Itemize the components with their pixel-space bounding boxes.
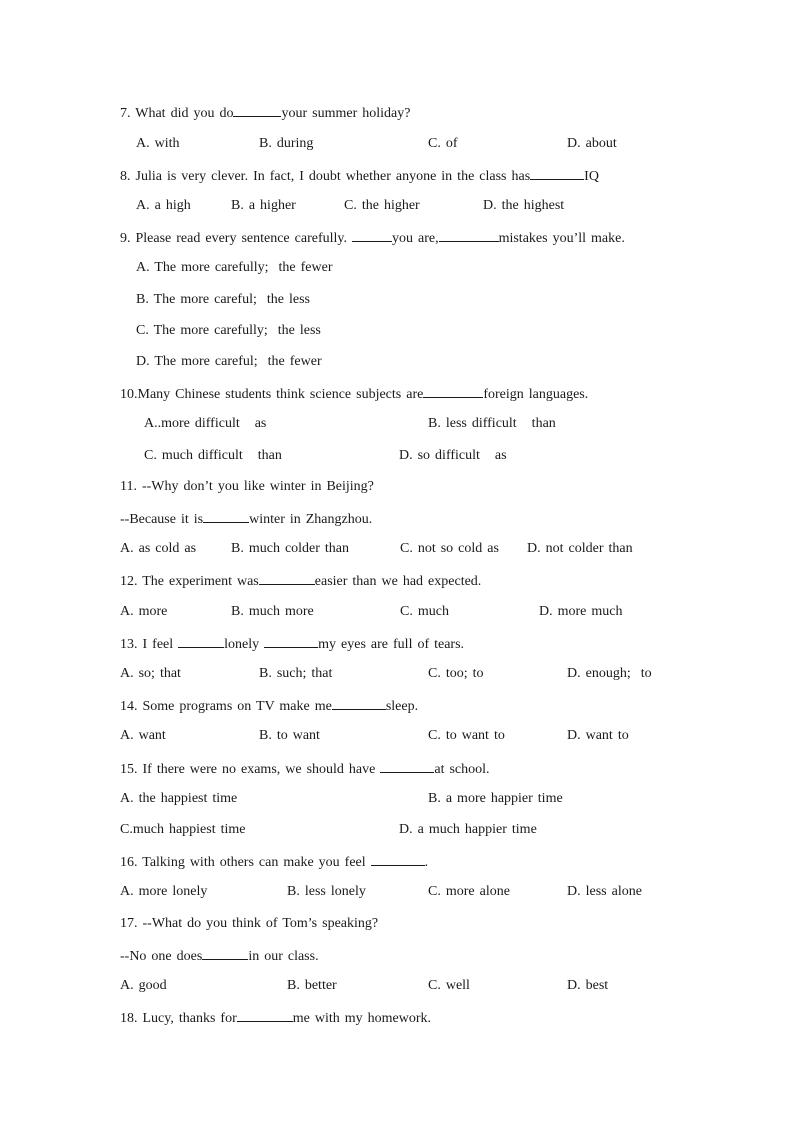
question-15-stem: 15. If there were no exams, we should have at school.: [120, 762, 490, 777]
question-16-option-c[interactable]: C. more alone: [428, 884, 510, 899]
answer-blank[interactable]: [380, 760, 434, 773]
question-7-option-d[interactable]: D. about: [567, 136, 617, 151]
question-7-option-c[interactable]: C. of: [428, 136, 458, 151]
answer-blank[interactable]: [264, 635, 318, 648]
question-10-option-b[interactable]: B. less difficult than: [428, 416, 556, 431]
question-17-response: --No one does in our class.: [120, 949, 319, 964]
question-7-stem: 7. What did you do your summer holiday?: [120, 106, 411, 121]
question-13-option-b[interactable]: B. such; that: [259, 666, 333, 681]
question-16-option-b[interactable]: B. less lonely: [287, 884, 366, 899]
question-10-option-d[interactable]: D. so difficult as: [399, 448, 507, 463]
question-7-option-b[interactable]: B. during: [259, 136, 314, 151]
answer-blank[interactable]: [332, 697, 386, 710]
question-11-option-a[interactable]: A. as cold as: [120, 541, 197, 556]
answer-blank[interactable]: [423, 385, 483, 398]
question-9-option-a[interactable]: A. The more carefully; the fewer: [136, 260, 333, 275]
question-10-option-c[interactable]: C. much difficult than: [144, 448, 282, 463]
answer-blank[interactable]: [352, 229, 392, 242]
question-9-option-b[interactable]: B. The more careful; the less: [136, 292, 310, 307]
question-14-stem: 14. Some programs on TV make me sleep.: [120, 699, 419, 714]
question-14-option-c[interactable]: C. to want to: [428, 728, 505, 743]
question-13-option-d[interactable]: D. enough; to: [567, 666, 652, 681]
question-12-stem: 12. The experiment was easier than we had expected.: [120, 574, 482, 589]
question-13-option-a[interactable]: A. so; that: [120, 666, 181, 681]
question-8-option-b[interactable]: B. a higher: [231, 198, 296, 213]
question-12-option-b[interactable]: B. much more: [231, 604, 314, 619]
question-11-option-c[interactable]: C. not so cold as: [400, 541, 499, 556]
answer-blank[interactable]: [178, 635, 224, 648]
question-11-option-d[interactable]: D. not colder than: [527, 541, 633, 556]
question-15-option-b[interactable]: B. a more happier time: [428, 791, 563, 806]
question-12-option-a[interactable]: A. more: [120, 604, 168, 619]
question-14-option-a[interactable]: A. want: [120, 728, 166, 743]
question-15-option-a[interactable]: A. the happiest time: [120, 791, 238, 806]
question-15-option-c[interactable]: C.much happiest time: [120, 822, 246, 837]
question-17-option-b[interactable]: B. better: [287, 978, 337, 993]
answer-blank[interactable]: [530, 167, 584, 180]
question-17-option-d[interactable]: D. best: [567, 978, 609, 993]
answer-blank[interactable]: [439, 229, 499, 242]
question-17-option-c[interactable]: C. well: [428, 978, 470, 993]
question-11-stem: 11. --Why don’t you like winter in Beijing?: [120, 479, 374, 494]
answer-blank[interactable]: [233, 104, 281, 117]
question-8-option-d[interactable]: D. the highest: [483, 198, 565, 213]
question-18-stem: 18. Lucy, thanks for me with my homework.: [120, 1011, 431, 1026]
question-12-option-d[interactable]: D. more much: [539, 604, 623, 619]
question-13-option-c[interactable]: C. too; to: [428, 666, 484, 681]
question-16-stem: 16. Talking with others can make you feel .: [120, 855, 429, 870]
answer-blank[interactable]: [203, 510, 249, 523]
question-17-stem: 17. --What do you think of Tom’s speaking?: [120, 916, 379, 931]
question-14-option-b[interactable]: B. to want: [259, 728, 320, 743]
question-14-option-d[interactable]: D. want to: [567, 728, 629, 743]
question-7-option-a[interactable]: A. with: [136, 136, 180, 151]
question-16-option-a[interactable]: A. more lonely: [120, 884, 208, 899]
question-11-option-b[interactable]: B. much colder than: [231, 541, 350, 556]
answer-blank[interactable]: [259, 572, 315, 585]
question-8-option-a[interactable]: A. a high: [136, 198, 191, 213]
question-16-option-d[interactable]: D. less alone: [567, 884, 642, 899]
question-8-option-c[interactable]: C. the higher: [344, 198, 420, 213]
question-8-stem: 8. Julia is very clever. In fact, I doubt whether anyone in the class has IQ: [120, 169, 599, 184]
question-9-option-c[interactable]: C. The more carefully; the less: [136, 323, 321, 338]
question-9-stem: 9. Please read every sentence carefully. you are, mistakes you’ll make.: [120, 231, 625, 246]
question-11-response: --Because it is winter in Zhangzhou.: [120, 512, 373, 527]
question-10-stem: 10.Many Chinese students think science subjects are foreign languages.: [120, 387, 589, 402]
question-13-stem: 13. I feel lonely my eyes are full of tears.: [120, 637, 465, 652]
question-15-option-d[interactable]: D. a much happier time: [399, 822, 537, 837]
question-10-option-a[interactable]: A..more difficult as: [144, 416, 267, 431]
question-9-option-d[interactable]: D. The more careful; the fewer: [136, 354, 322, 369]
question-17-option-a[interactable]: A. good: [120, 978, 167, 993]
question-12-option-c[interactable]: C. much: [400, 604, 449, 619]
answer-blank[interactable]: [202, 947, 248, 960]
answer-blank[interactable]: [371, 853, 425, 866]
answer-blank[interactable]: [237, 1009, 293, 1022]
